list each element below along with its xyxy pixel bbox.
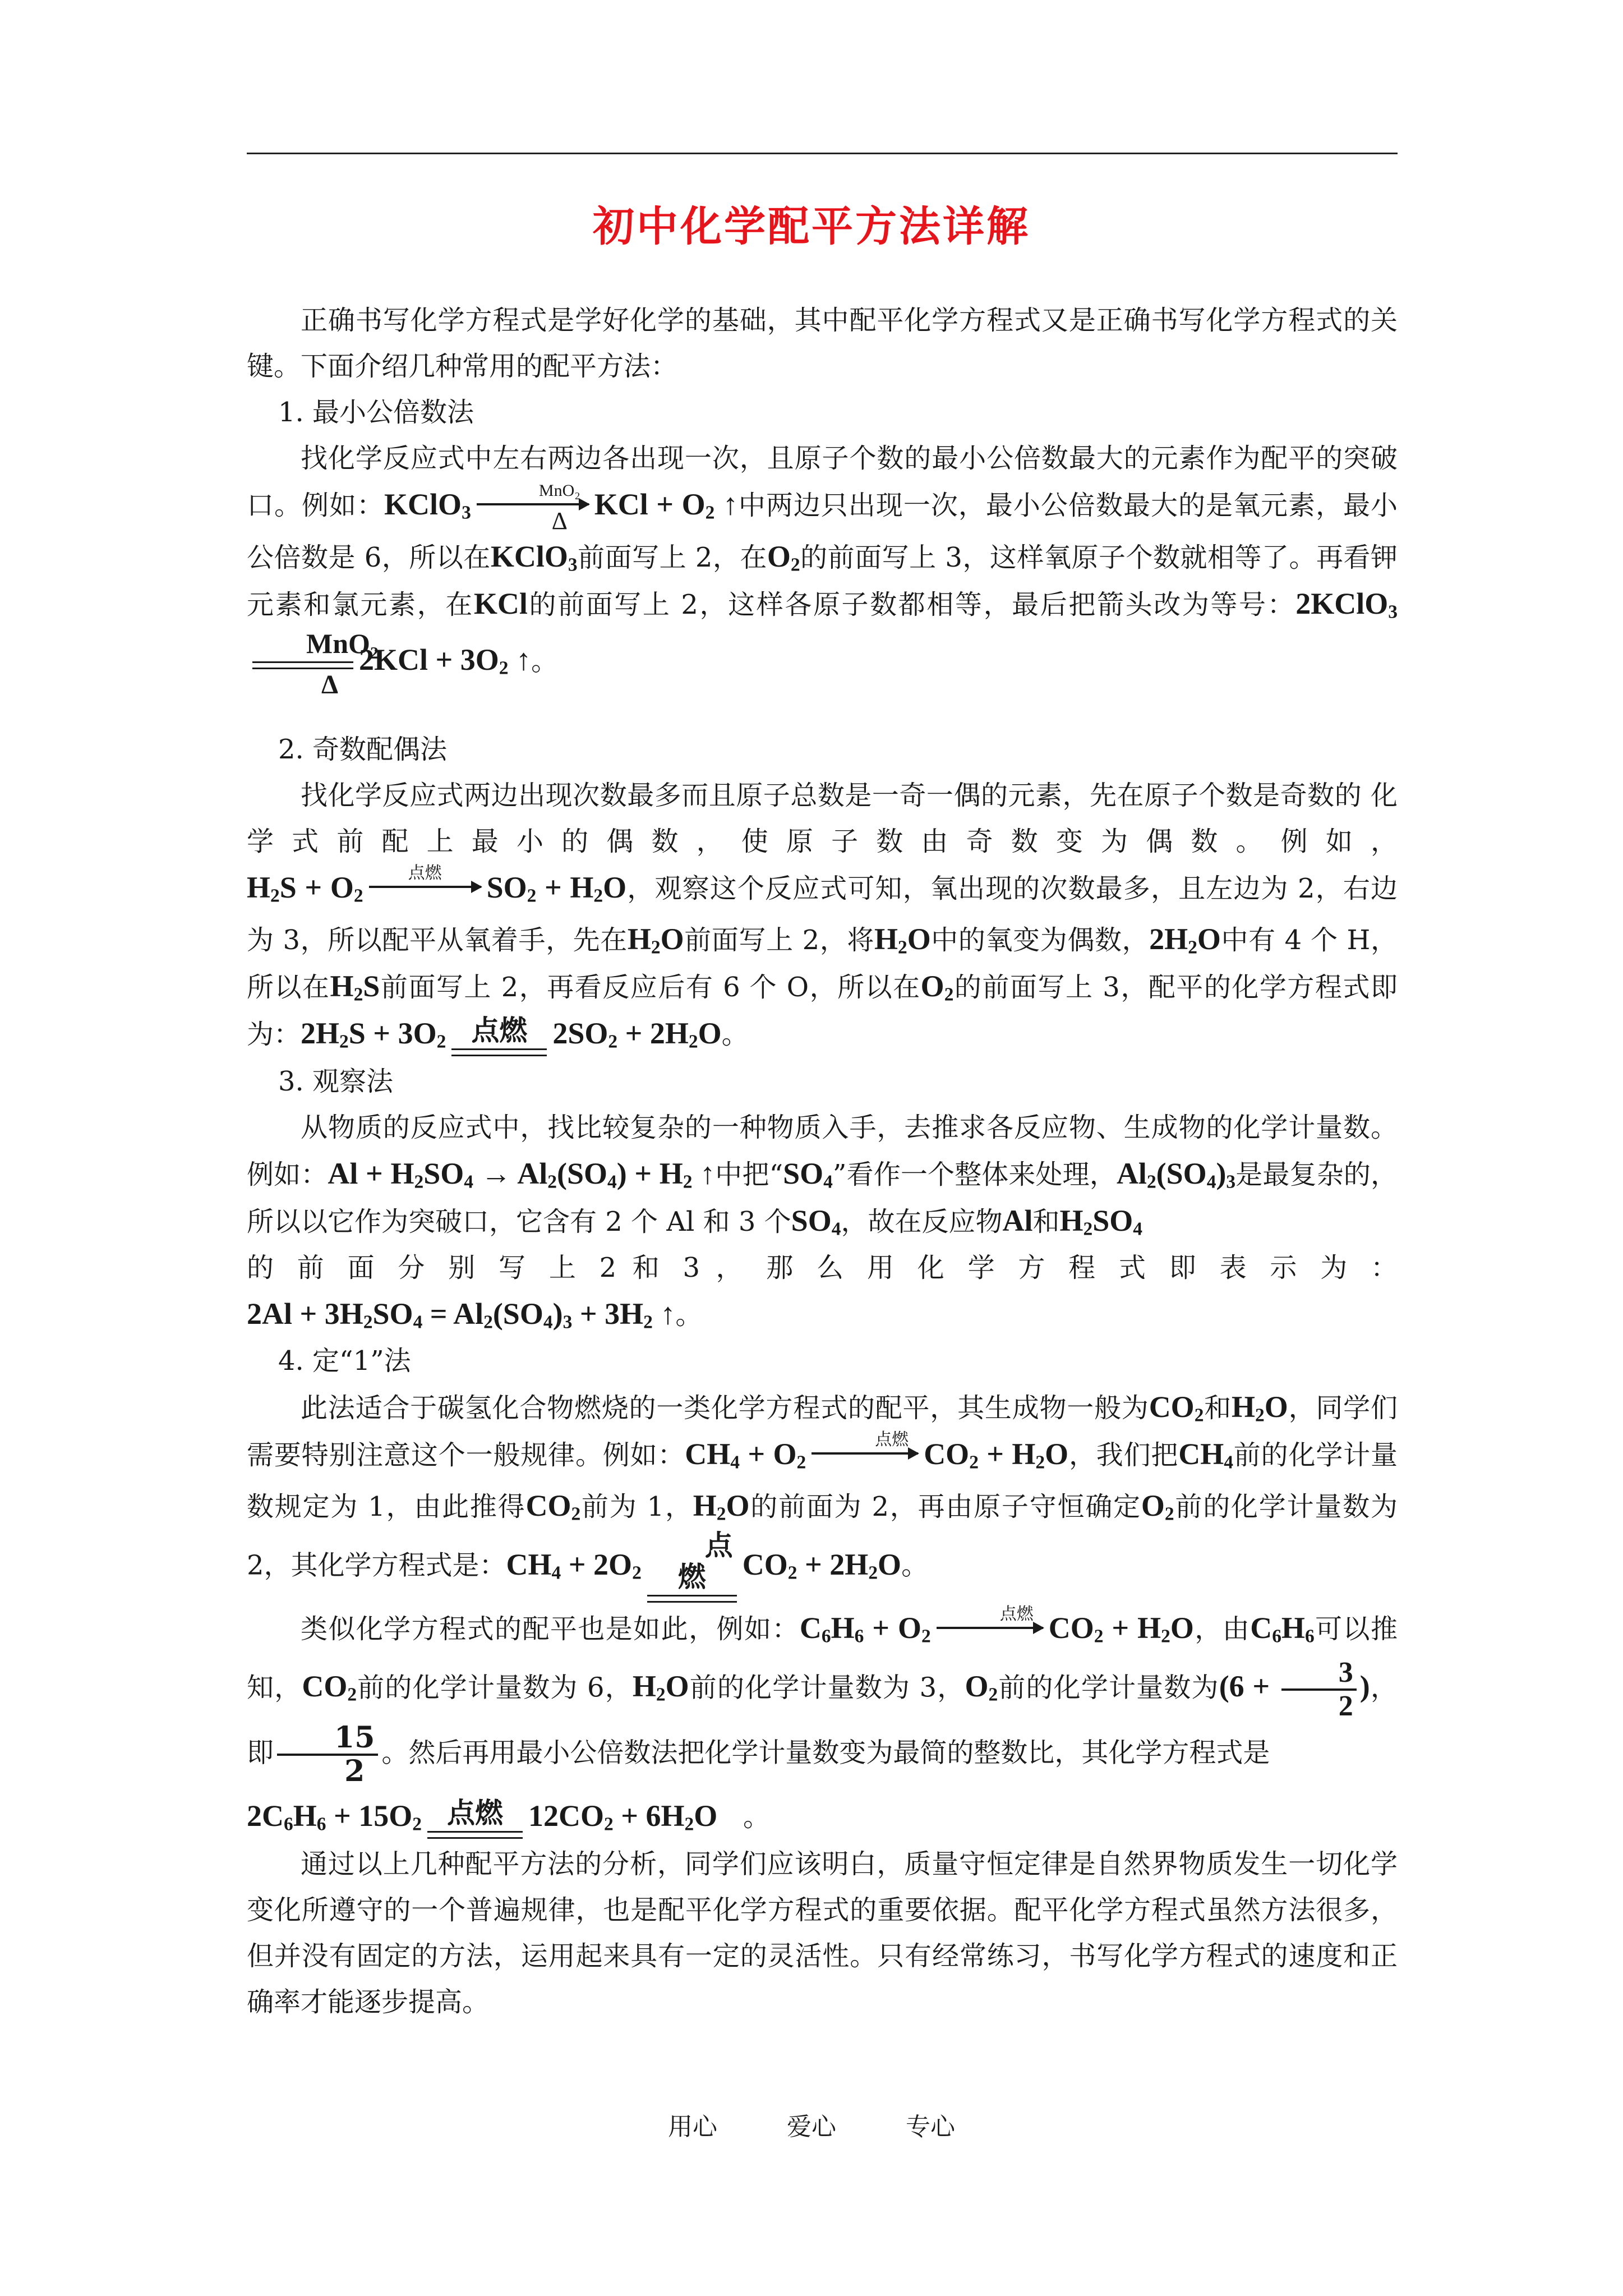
section-2-heading: 2. 奇数配偶法 [278,733,448,765]
section-4-equation-line: $2C_6H_6 + 15O_2$ 点燃 $12CO_2 + 6H_2O$ 。 [247,1793,1398,1841]
reaction-arrow: MnO₂ Δ [477,482,589,533]
equation-h2s-balanced: $2H_2S + 3O_2$ 点燃 $2SO_2 + 2H_2O$ [301,1016,722,1050]
section-3-heading: 3. 观察法 [278,1065,394,1097]
section-2-paragraph-1: 找化学反应式两边出现次数最多而且原子总数是一奇一偶的元素，先在原子个数是奇数的 化 学 式 前 配 上 最 小 的 偶 数 ， 使 原 子 数 由 奇 数 变 为 偶 数 。 例 如 ， [247,779,1398,857]
fraction-6-plus-3-halves: (6 + $\frac{3}{2}$ ) [1219,1657,1370,1723]
section-3-paragraph-1: 从物质的反应式中，找比较复杂的一种物质入手，去推求各反应物、生成物的化学计量数。例如：$Al + H_2SO_4 \to Al_2(SO_4) + H_2$ ↑中把“$SO_4$”看作一个整体来处理，$Al_2(SO_4)_3$是最复杂的，所以以它作为突破口，它含有 2 个 Al 和 3 个$SO_4$，故在反应物Al和$H_2SO_4$ [247,1111,1398,1240]
equation-h2s-combustion: $H_2S + O_2$ 点燃 $SO_2 + H_2O$ [247,871,626,904]
equation-kclo3-balanced: 2KClO$_3$ MnO₂ Δ $2KCl + 3O_2$ ↑ [247,587,1398,677]
section-3-equation-line: $2Al + 3H_2SO_4 = Al_2(SO_4)_3 + 3H_2$ ↑。 [247,1296,703,1333]
equation-c6h6-balanced: $2C_6H_6 + 15O_2$ 点燃 $12CO_2 + 6H_2O$ [247,1799,717,1833]
equation-kclo3-decomposition: KClO$_3$ MnO₂ Δ KCl + $O_2$ ↑ [384,481,738,535]
reaction-equals: 点燃 [647,1530,737,1605]
intro-paragraph: 正确书写化学方程式是学好化学的基础，其中配平化学方程式又是正确书写化学方程式的关键。下面介绍几种常用的配平方法： [247,305,1398,382]
page-title: 初中化学配平方法详解 [593,203,1030,251]
fraction-15-halves: $\frac{15}{2}$ [277,1722,378,1787]
reaction-equals: 点燃 [451,1015,547,1059]
reaction-arrow: 点燃 [369,864,481,916]
equation-al-h2so4: $Al + H_2SO_4 \to Al_2(SO_4) + H_2$ ↑ [328,1156,716,1193]
section-4-heading: 4. 定“1”法 [278,1345,411,1377]
document-body [247,297,1398,2025]
section-4-paragraph-2: 类似化学方程式的配平也是如此，例如：$C_6H_6 + O_2$ 点燃 $CO_2 + H_2O$，由$C_6H_6$可以推知，$CO_2$前的化学计量数为 6，$H_2O$前的化学计量数为 3，$O_2$前的化学计量数为(6 + $\frac{3}{2}$ )，即 $\frac{15}{2}$ 。然后再用最小公倍数法把化学计量数变为最简的整数比，其化学方程式是 [247,1605,1398,1789]
equation-ch4-combustion: $CH_4 + O_2$ 点燃 $CO_2 + H_2O$ [685,1437,1068,1471]
footer-text: 用心 [668,2113,717,2141]
section-2-paragraph-2: $H_2S + O_2$ 点燃 $SO_2 + H_2O$，观察这个反应式可知，氧出现的次数最多，且左边为 2，右边为 3，所以配平从氧着手，先在$H_2O$前面写上 2，将$H_2O$中的氧变为偶数，$2H_2O$中有 4 个 H，所以在$H_2S$前面写上 2，再看反应后有 6 个 O，所以在$O_2$的前面写上 3，配平的化学方程式即为：$2H_2S + 3O_2$ 点燃 $2SO_2 + 2H_2O$。 [247,864,1398,1059]
section-1-heading: 1. 最小公倍数法 [278,397,474,428]
fraction: $\frac{3}{2}$ [1281,1657,1357,1722]
page-footer [0,2106,1623,2142]
reaction-equals: 点燃 [427,1797,523,1841]
equation-c6h6-combustion: $C_6H_6 + O_2$ 点燃 $CO_2 + H_2O$ [800,1611,1194,1645]
header-rule [247,153,1398,154]
reaction-arrow: 点燃 [937,1605,1043,1657]
conclusion-paragraph: 通过以上几种配平方法的分析，同学们应该明白，质量守恒定律是自然界物质发生一切化学变化所遵守的一个普遍规律，也是配平化学方程式的重要依据。配平化学方程式虽然方法很多，但并没有固定的方法，运用起来具有一定的灵活性。只有经常练习，书写化学方程式的速度和正确率才能逐步提高。 [247,1848,1398,2018]
reaction-arrow: 点燃 [811,1431,918,1483]
equation-al-balanced: $2Al + 3H_2SO_4 = Al_2(SO_4)_3 + 3H_2$ ↑ [247,1296,676,1333]
section-1-paragraph: 找化学反应式中左右两边各出现一次，且原子个数的最小公倍数最大的元素作为配平的突破口。例如：KClO$_3$ MnO₂ Δ KCl + $O_2$ ↑中两边只出现一次，最小公倍数最大的是氧元素，最小公倍数是 6，所以在KClO$_3$前面写上 2，在$O_2$的前面写上 3，这样氧原子个数就相等了。再看钾元素和氯元素，在KCl的前面写上 2，这样各原子数都相等，最后把箭头改为等号：2KClO$_3$ MnO₂ Δ $2KCl + 3O_2$ ↑。 [247,443,1398,700]
reaction-equals: MnO₂ Δ [252,628,353,698]
footer-text: 爱心 [787,2113,836,2141]
footer-text: 专心 [906,2113,955,2141]
section-4-paragraph-1: 此法适合于碳氢化合物燃烧的一类化学方程式的配平，其生成物一般为$CO_2$和$H_2O$，同学们需要特别注意这个一般规律。例如：$CH_4 + O_2$ 点燃 $CO_2 + H_2O$，我们把$CH_4$前的化学计量数规定为 1，由此推得$CO_2$前为 1，$H_2O$的前面为 2，再由原子守恒确定$O_2$前的化学计量数为 2，其化学方程式是：$CH_4 + 2O_2$ 点燃 $CO_2 + 2H_2O$。 [247,1384,1398,1605]
equation-ch4-balanced: $CH_4 + 2O_2$ 点燃 $CO_2 + 2H_2O$ [506,1548,902,1581]
section-3-paragraph-2: 的 前 面 分 别 写 上 2 和 3 ， 那 么 用 化 学 方 程 式 即 表 示 为 ： [247,1251,1398,1283]
